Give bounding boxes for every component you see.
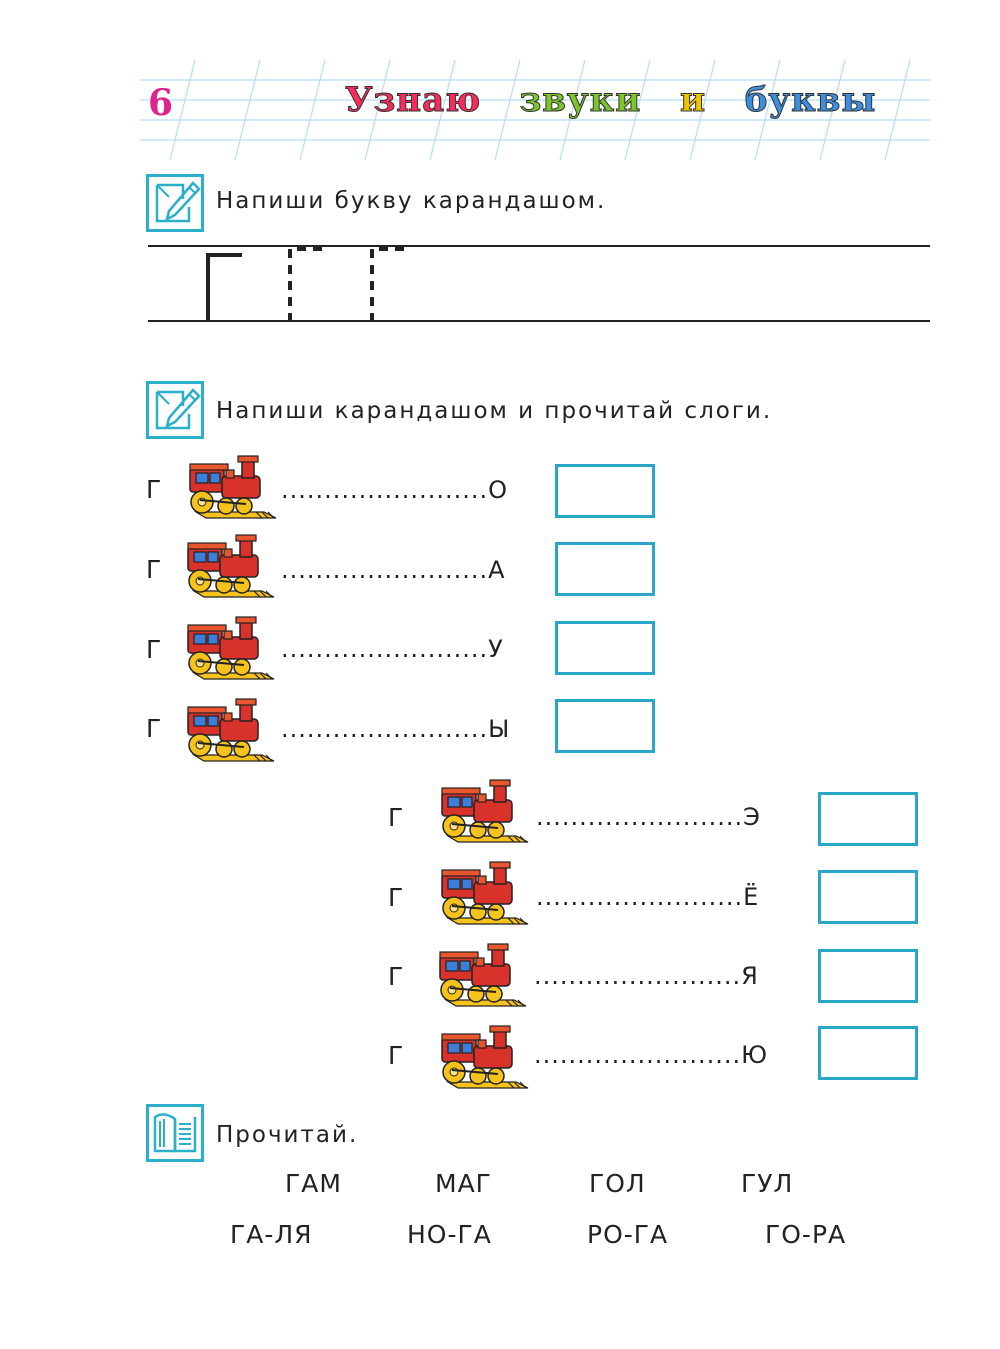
dotted-gap: ........................Э (536, 803, 761, 831)
answer-box[interactable] (555, 464, 655, 518)
train-icon (186, 454, 278, 520)
read-word: ГУЛ (741, 1169, 794, 1198)
dotted-gap: ........................Ю (534, 1041, 769, 1069)
page-title (345, 80, 876, 120)
read-word: ГО-РА (765, 1220, 847, 1249)
answer-box[interactable] (555, 542, 655, 596)
page-number: 6 (148, 82, 174, 124)
train-icon (184, 533, 276, 599)
task1-instruction: Напиши букву карандашом. (216, 188, 607, 214)
answer-box[interactable] (818, 1026, 918, 1080)
train-icon (438, 1024, 530, 1090)
answer-box[interactable] (555, 621, 655, 675)
vowel-label: Ы (488, 715, 511, 743)
train-icon (438, 778, 530, 844)
vowel-label: Ю (741, 1041, 769, 1069)
title-word: Узнаю (345, 80, 482, 120)
book-icon (146, 1104, 204, 1162)
title-word: и (679, 80, 707, 120)
dotted-gap: ........................Я (534, 962, 759, 990)
task3-instruction: Прочитай. (216, 1122, 359, 1148)
title-word: буквы (744, 80, 877, 120)
pencil-writing-icon (146, 174, 204, 232)
title-word: звуки (519, 80, 642, 120)
read-word: МАГ (435, 1169, 492, 1198)
answer-box[interactable] (818, 870, 918, 924)
vowel-label: У (488, 635, 504, 663)
read-word: ГОЛ (589, 1169, 646, 1198)
vowel-label: А (488, 556, 506, 584)
answer-box[interactable] (818, 949, 918, 1003)
task2-instruction: Напиши карандашом и прочитай слоги. (216, 398, 773, 424)
vowel-label: Э (743, 803, 761, 831)
consonant-label: Г (388, 1041, 404, 1070)
dotted-gap: ........................У (281, 635, 504, 663)
read-word: РО-ГА (587, 1220, 669, 1249)
read-word: НО-ГА (407, 1220, 492, 1249)
train-icon (436, 942, 528, 1008)
train-icon (184, 697, 276, 763)
answer-box[interactable] (818, 792, 918, 846)
consonant-label: Г (146, 714, 162, 743)
train-icon (184, 615, 276, 681)
read-word: ГА-ЛЯ (230, 1220, 313, 1249)
consonant-label: Г (146, 635, 162, 664)
train-icon (438, 860, 530, 926)
consonant-label: Г (388, 803, 404, 832)
read-word: ГАМ (285, 1169, 342, 1198)
answer-box[interactable] (555, 699, 655, 753)
dotted-gap: ........................Ё (536, 883, 760, 911)
letter-trace-sample (200, 245, 420, 323)
dotted-gap: ........................Ы (281, 715, 511, 743)
dotted-gap: ........................О (281, 476, 508, 504)
consonant-label: Г (146, 475, 162, 504)
consonant-label: Г (388, 883, 404, 912)
dotted-gap: ........................А (281, 556, 506, 584)
consonant-label: Г (388, 962, 404, 991)
vowel-label: О (488, 476, 508, 504)
vowel-label: Ё (743, 883, 760, 911)
vowel-label: Я (741, 962, 759, 990)
pencil-writing-icon (146, 381, 204, 439)
consonant-label: Г (146, 555, 162, 584)
